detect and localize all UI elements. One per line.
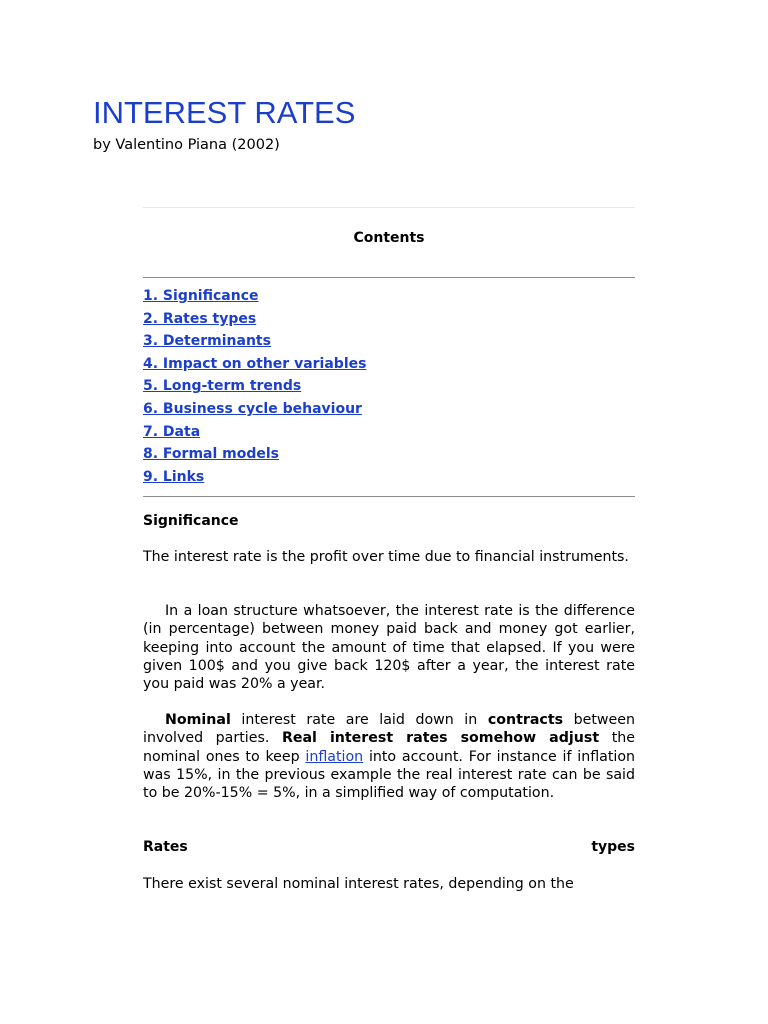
toc-link-formal-models[interactable]: 8. Formal models xyxy=(143,446,280,463)
toc-link-impact[interactable]: 4. Impact on other variables xyxy=(143,355,367,372)
byline: by Valentino Piana (2002) xyxy=(93,137,280,153)
top-divider xyxy=(143,207,635,208)
contents-heading: Contents xyxy=(353,230,425,246)
term-real-interest-rates: Real interest rates somehow adjust xyxy=(281,730,600,747)
paragraph-text: interest rate are laid down in xyxy=(230,712,488,728)
heading-word-rates: Rates xyxy=(143,839,188,855)
toc-item xyxy=(143,330,366,353)
toc-link-links[interactable]: 9. Links xyxy=(143,468,205,485)
paragraph-text: the nominal ones to keep xyxy=(143,730,635,765)
paragraph-nominal-real xyxy=(143,711,635,802)
toc-item xyxy=(143,466,366,489)
page-title: INTEREST RATES xyxy=(93,95,356,130)
toc-item xyxy=(143,308,366,331)
term-nominal: Nominal xyxy=(165,712,231,728)
toc-link-data[interactable]: 7. Data xyxy=(143,423,201,440)
toc-item xyxy=(143,285,366,308)
paragraph-text: into account. For instance if inflation was 15%, in the previous example the real interest rate can be said to be 20%-15% = 5%, in a simplified way of computation. xyxy=(143,748,636,802)
inflation-link[interactable]: inflation xyxy=(305,748,364,765)
term-contracts: contracts xyxy=(487,712,564,728)
heading-word-types: types xyxy=(591,839,635,855)
paragraph-rates-types-intro: There exist several nominal interest rates, depending on the xyxy=(143,876,574,892)
toc-link-long-term-trends[interactable]: 5. Long-term trends xyxy=(143,378,302,395)
table-of-contents xyxy=(143,285,366,488)
toc-link-business-cycle[interactable]: 6. Business cycle behaviour xyxy=(143,400,362,417)
paragraph-text: between involved parties. xyxy=(143,712,635,747)
toc-item xyxy=(143,443,366,466)
paragraph-loan-structure: In a loan structure whatsoever, the interest rate is the difference (in percentage) between money paid back and money got earlier, keeping into account the amount of time that elapsed. If you were given 100$ and you give back 120$ after a year, the interest rate you paid was 20% a year. xyxy=(143,603,635,693)
section-heading-rates-types xyxy=(143,838,635,856)
toc-link-determinants[interactable]: 3. Determinants xyxy=(143,333,271,350)
toc-link-significance[interactable]: 1. Significance xyxy=(143,288,259,304)
toc-item xyxy=(143,353,366,376)
toc-item xyxy=(143,398,366,421)
toc-item xyxy=(143,421,366,444)
contents-bottom-divider xyxy=(143,496,635,497)
section-heading-significance: Significance xyxy=(143,513,239,529)
toc-item xyxy=(143,375,366,398)
paragraph-definition: The interest rate is the profit over time due to financial instruments. xyxy=(143,549,629,565)
toc-link-rates-types[interactable]: 2. Rates types xyxy=(143,310,257,327)
contents-top-divider xyxy=(143,277,635,278)
